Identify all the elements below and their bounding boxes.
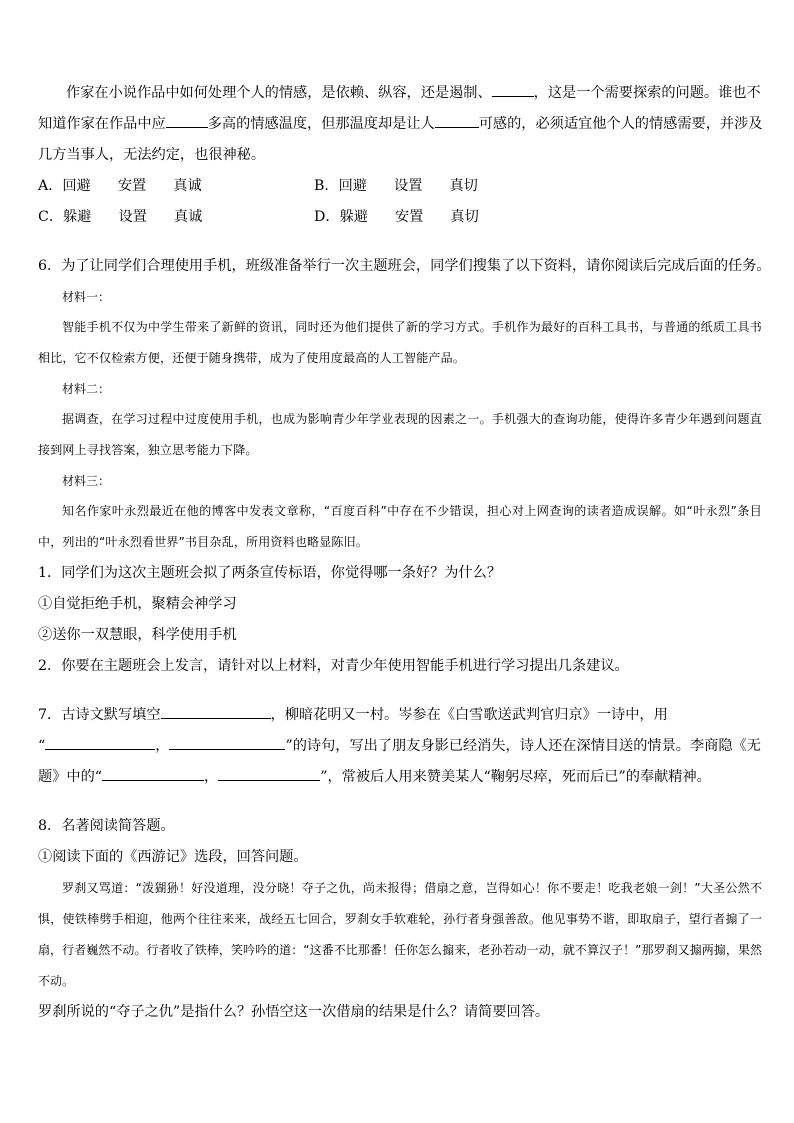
q7-line-3 [38,762,762,793]
q7-text: ，柳暗花明又一村。岑参在《白雪歌送武判官归京》一诗中，用 [270,707,668,723]
material-1-title: 材料一： [62,290,111,304]
option-c[interactable]: C．躲避 设置 真诚 [38,209,203,225]
answer-blank[interactable] [218,766,320,781]
q7-text: ”，常被后人用来赞美某人“鞠躬尽瘁，死而后已”的奉献精神。 [320,769,711,785]
q5-line-3: 几方当事人，无法约定，也很神秘。 [38,147,266,163]
answer-blank[interactable] [166,113,208,128]
answer-blank[interactable] [169,735,285,750]
q5-text: ，这是一个需要探索的问题。谁也不 [533,85,761,101]
q7-text: ， [155,738,170,754]
exam-page [38,78,771,1028]
option-d[interactable]: D．躲避 安置 真切 [314,209,479,225]
material-2-text: 据调查，在学习过程中过度使用手机，也成为影响青少年学业表现的因素之一。手机强大的查询功能，使得许多青少年遇到问题直接到网上寻找答案，独立思考能力下降。 [38,412,762,457]
material-1-text: 智能手机不仅为中学生带来了新鲜的资讯，同时还为他们提供了新的学习方式。手机作为最好的百科工具书，与普通的纸质工具书相比，它不仅检索方便，还便于随身携带，成为了使用度最高的人工智能产品。 [38,320,762,365]
q8-question: 罗刹所说的“夺子之仇”是指什么？孙悟空这一次借扇的结果是什么？请简要回答。 [38,1004,550,1020]
q7-line-2 [38,731,762,762]
material-2-title: 材料二： [62,382,111,396]
material-3-title: 材料三： [62,474,111,488]
slogan-1: ①自觉拒绝手机，聚精会神学习 [38,596,237,612]
q5-text: 可感的，必须适宜他个人的情感需要，并涉及 [478,116,763,132]
q6-sub-2: 2．你要在主题班会上发言，请针对以上材料，对青少年使用智能手机进行学习提出几条建议。 [38,658,629,674]
q7-line-1 [38,700,762,731]
option-b[interactable]: B．回避 设置 真切 [314,178,478,194]
q8-sub-1: ①阅读下面的《西游记》选段，回答问题。 [38,849,308,865]
answer-blank[interactable] [435,113,479,128]
q5-text: 作家在小说作品中如何处理个人的情感，是依赖、纵容，还是遏制、 [66,85,492,101]
spacer [38,793,762,811]
spacer [38,682,762,700]
q5-line-1 [38,78,762,109]
answer-blank[interactable] [102,766,204,781]
answer-blank[interactable] [161,704,271,719]
answer-blank[interactable] [45,735,155,750]
q7-text: ”的诗句，写出了朋友身影已经消失，诗人还在深情目送的情景。李商隐《无 [285,738,761,754]
q7-text: ， [204,769,219,785]
q8-excerpt: 罗刹又骂道：“泼猢狲！好没道理，没分晓！夺子之仇，尚未报得；借扇之意，岂得如心！你不要走！吃我老娘一剑！”大圣公然不惧，使铁棒劈手相迎，他两个往往来来，战经五七回合，罗刹女手软难轮，孙行者身强善敌。他见事势不谐，即取扇子，望行者搧了一扇，行者巍然不动。行者收了铁棒，笑吟吟的道：“这番不比那番！任你怎么搧来，老孙若动一动，就不算汉子！”那罗刹又搧两搧，果然不动。 [38,881,762,988]
q7-text: 7．古诗文默写填空 [38,707,161,723]
q7-text: 题》中的“ [38,769,103,785]
question-8 [38,811,762,1028]
slogan-2: ②送你一双慧眼，科学使用手机 [38,627,237,643]
q5-text: 知道作家在作品中应 [38,116,166,132]
question-5 [38,78,762,233]
question-6 [38,251,771,682]
question-7 [38,700,762,793]
q7-text: “ [38,738,46,754]
spacer [38,233,762,251]
answer-blank[interactable] [492,82,534,97]
q5-text: 多高的情感温度，但那温度却是让人 [207,116,435,132]
q5-options [38,171,762,233]
material-3-text: 知名作家叶永烈最近在他的博客中发表文章称，“百度百科”中存在不少错误，担心对上网查询的读者造成误解。如“叶永烈”条目中，列出的“叶永烈看世界”书目杂乱，所用资料也略显陈旧。 [38,504,762,549]
q6-sub-1: 1．同学们为这次主题班会拟了两条宣传标语，你觉得哪一条好？为什么？ [38,565,502,581]
q8-title: 8．名著阅读简答题。 [38,818,175,834]
q6-stem: 6．为了让同学们合理使用手机，班级准备举行一次主题班会，同学们搜集了以下资料，请你阅读后完成后面的任务。 [38,258,771,274]
option-a[interactable]: A．回避 安置 真诚 [38,178,202,194]
q5-line-2 [38,109,762,140]
